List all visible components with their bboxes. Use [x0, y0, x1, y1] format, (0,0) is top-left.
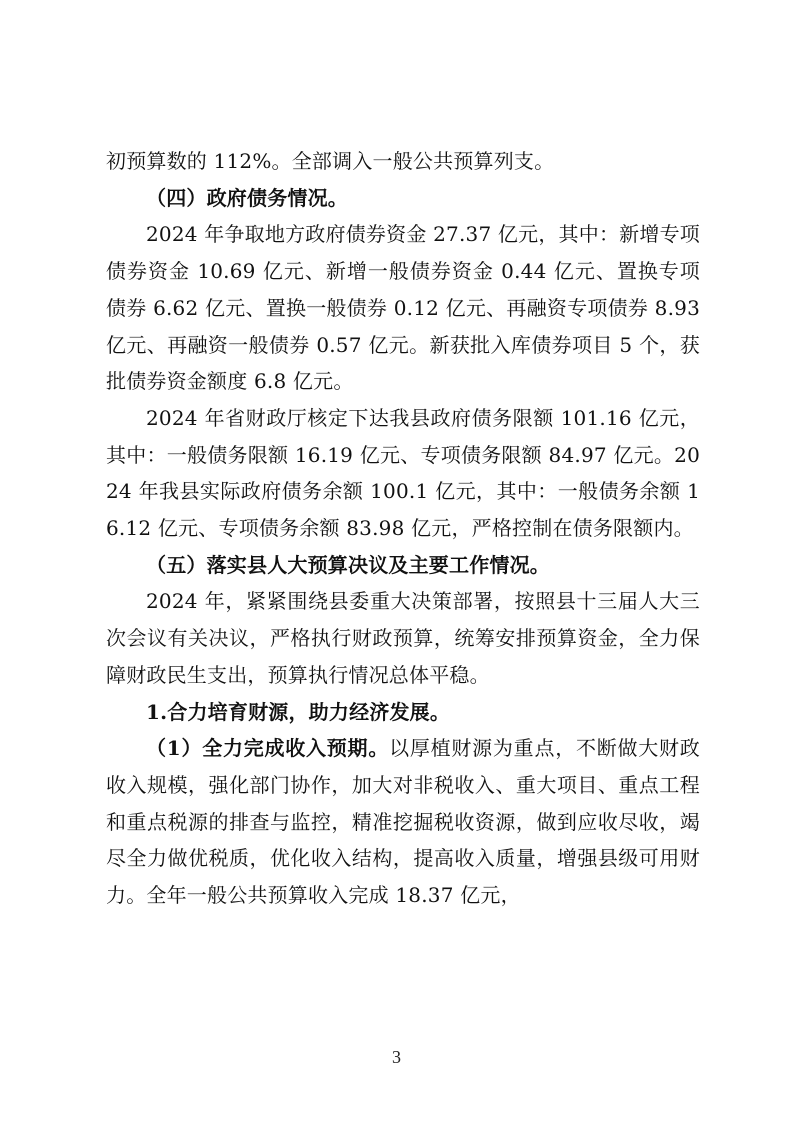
paragraph-debt-limits: 2024 年省财政厅核定下达我县政府债务限额 101.16 亿元，其中：一般债务限额 16.19 亿元、专项债务限额 84.97 亿元。2024 年我县实际政府债务余额 100.1 亿元，其中：一般债务余额 16.12 亿元、专项债务余额 83.98 亿元，严格控制在债务限额内。: [106, 405, 700, 541]
paragraph-revenue-expectation: [106, 730, 700, 914]
section-heading-government-debt: （四）政府债务情况。: [146, 185, 348, 210]
page-number: 3: [392, 1047, 401, 1067]
paragraph-continuation: 初预算数的 112%。全部调入一般公共预算列支。: [106, 149, 555, 173]
document-body: [106, 143, 700, 914]
paragraph-lead-in: （1）全力完成收入预期。: [146, 736, 390, 761]
paragraph-budget-execution: 2024 年，紧紧围绕县委重大决策部署，按照县十三届人大三次会议有关决议，严格执行财政预算，统筹安排预算资金，全力保障财政民生支出，预算执行情况总体平稳。: [106, 589, 700, 687]
paragraph-body-text: 以厚植财源为重点，不断做大财政收入规模，强化部门协作，加大对非税收入、重大项目、重点工程和重点税源的排查与监控，精准挖掘税收资源，做到应收尽收，竭尽全力做优税质，优化收入结构，提高收入质量，增强县级可用财力。全年一般公共预算收入完成 18.37 亿元，: [106, 736, 700, 908]
subsection-heading-revenue-sources: 1.合力培育财源，助力经济发展。: [146, 699, 451, 724]
paragraph-bond-funds: 2024 年争取地方政府债券资金 27.37 亿元，其中：新增专项债券资金 10.69 亿元、新增一般债券资金 0.44 亿元、置换专项债券 6.62 亿元、置换一般债券 0.12 亿元、再融资专项债券 8.93 亿元、再融资一般债券 0.57 亿元。新获批入库债券项目 5 个，获批债券资金额度 6.8 亿元。: [106, 222, 700, 394]
section-heading-budget-resolution: （五）落实县人大预算决议及主要工作情况。: [146, 552, 550, 577]
